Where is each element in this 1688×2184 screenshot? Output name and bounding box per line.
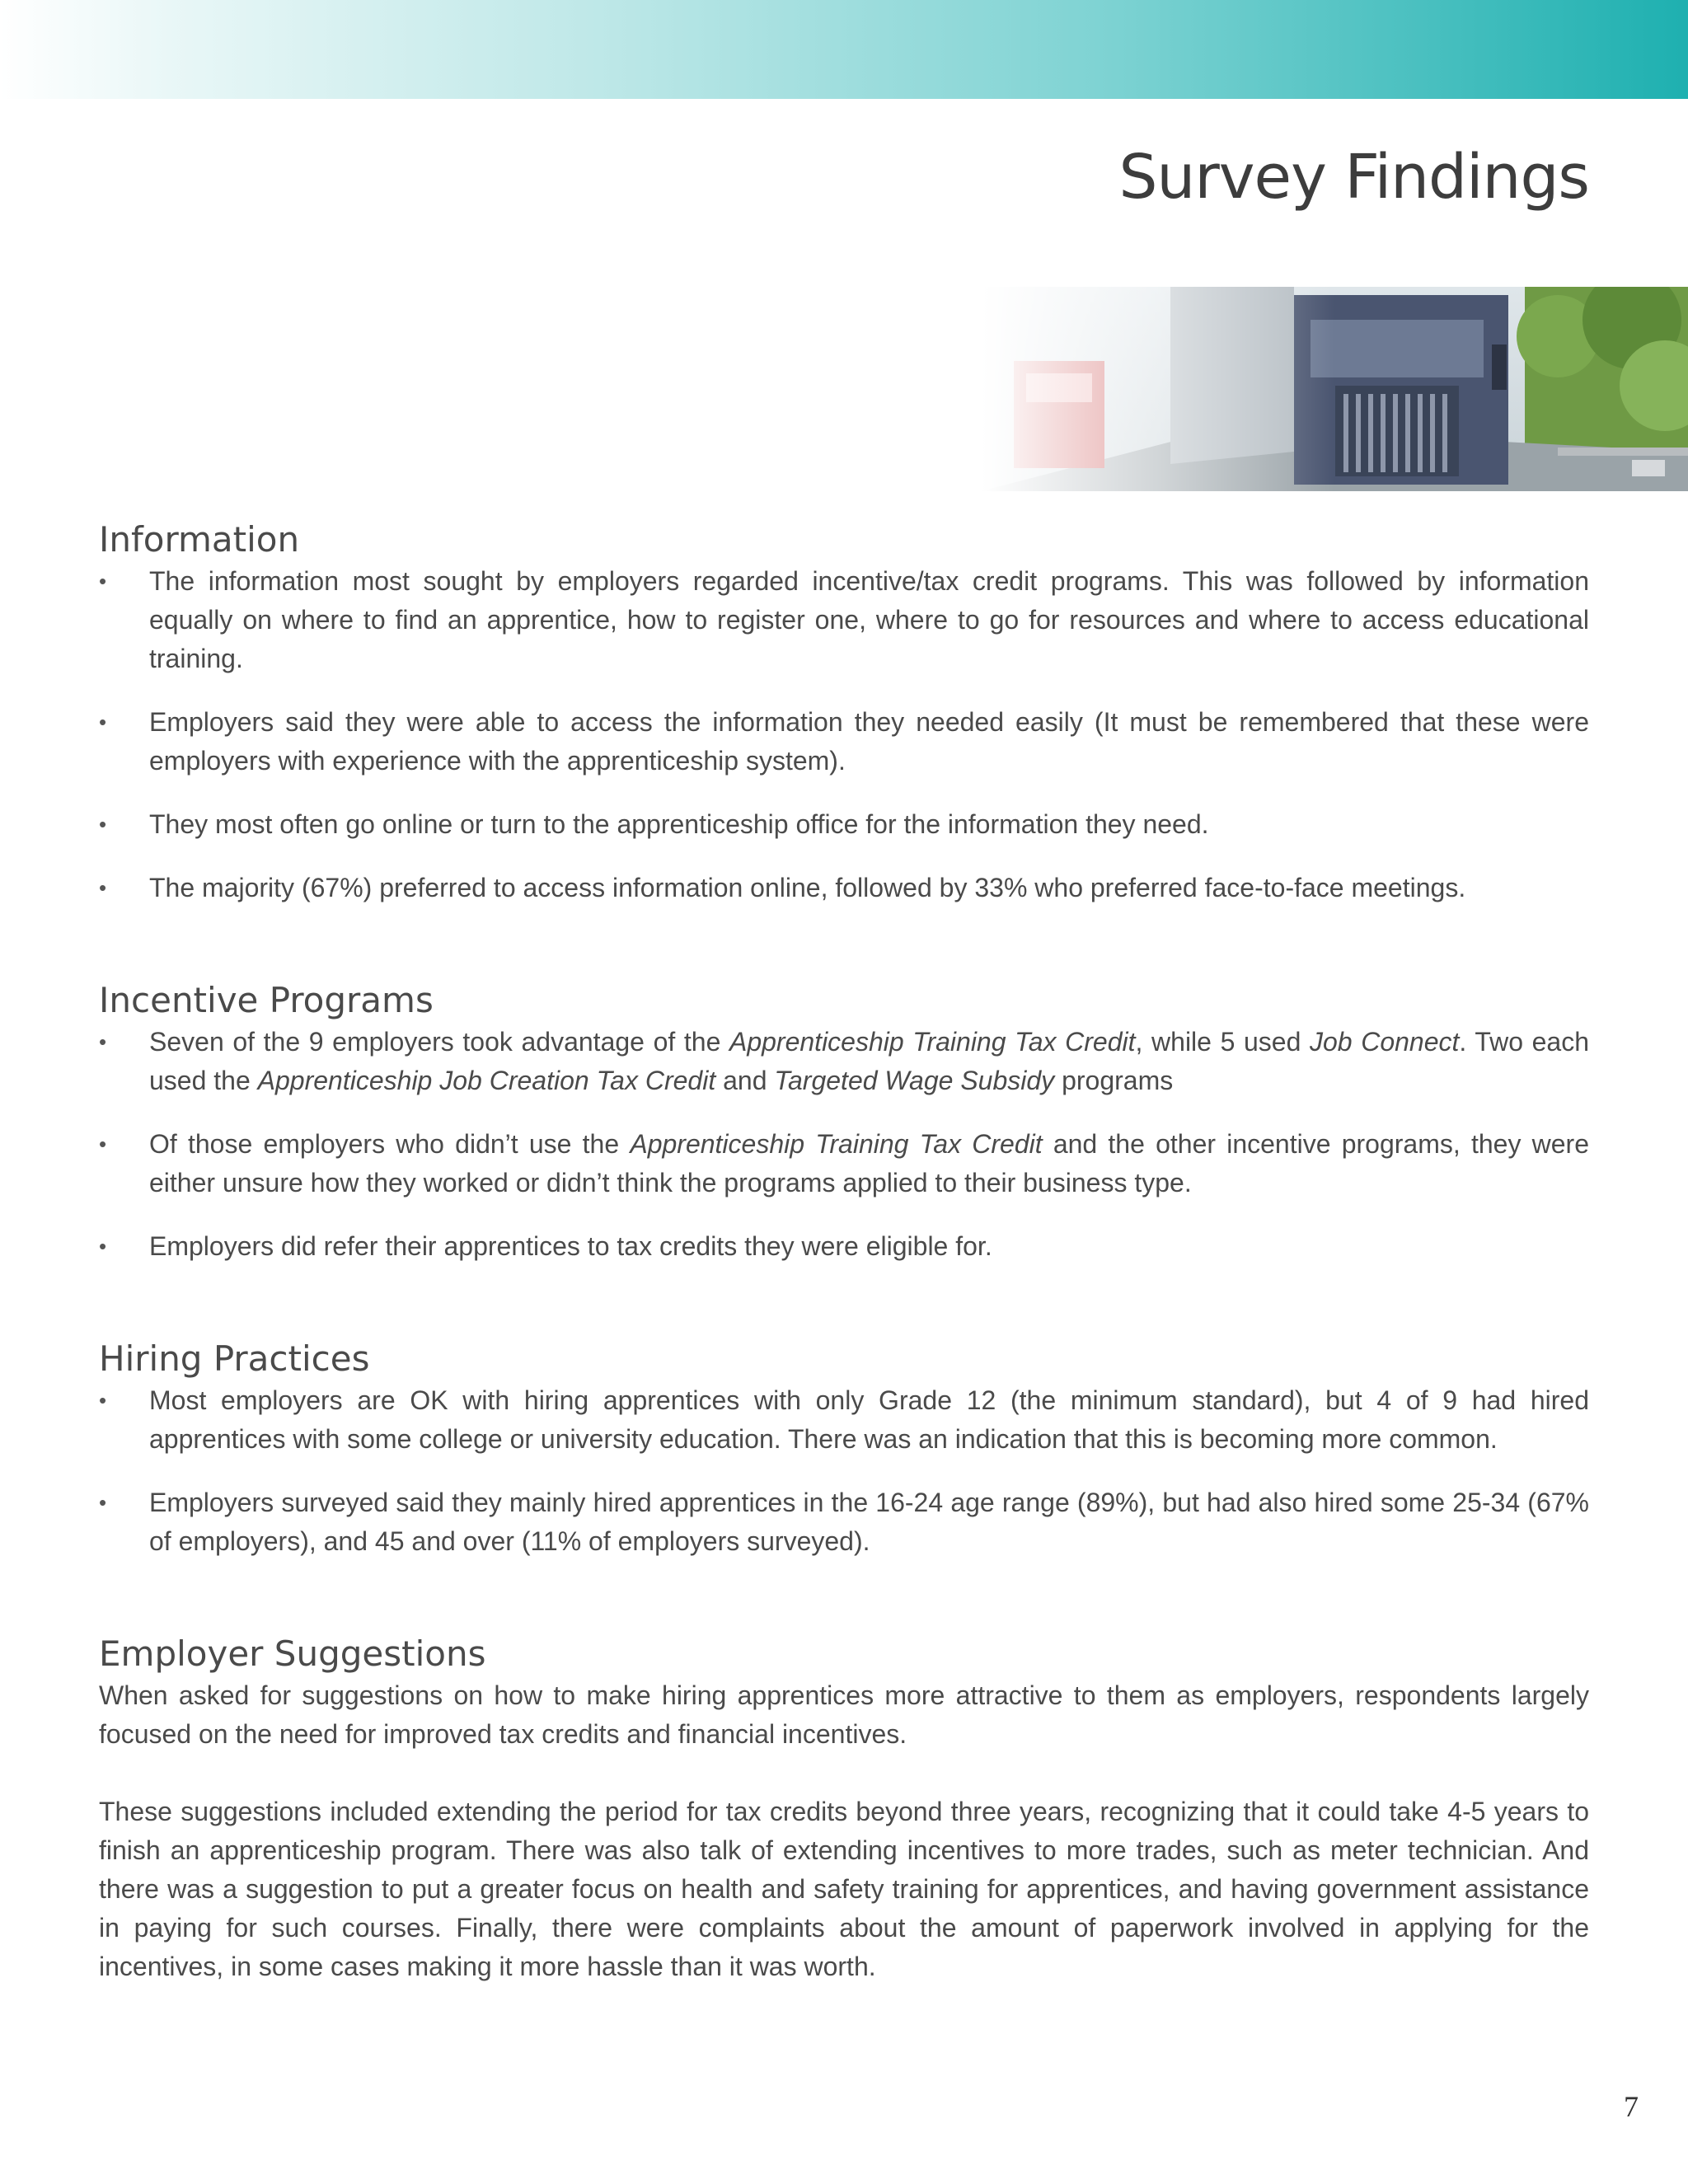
bullet-icon: • xyxy=(99,1132,107,1156)
list-item: • Employers did refer their apprentices to tax credits they were eligible for. xyxy=(99,1227,1589,1266)
bullet-icon: • xyxy=(99,1234,107,1258)
paragraph: When asked for suggestions on how to make hiring apprentices more attractive to them as employers, respondents largely focused on the need for improved tax credits and financial incentives. xyxy=(99,1680,1589,1749)
bullet-list xyxy=(99,1023,1589,1266)
bullet-list xyxy=(99,1381,1589,1561)
paragraph: These suggestions included extending the period for tax credits beyond three years, recognizing that it could take 4-5 years to finish an apprenticeship program. There was also talk of extending incentives to more trades, such as meter technician. And there was a suggestion to put a greater focus on health and safety training for apprentices, and having government assistance in paying for such courses. Finally, there were complaints about the amount of paperwork involved in applying for the incentives, in some cases making it more hassle than it was worth. xyxy=(99,1797,1589,1981)
list-item: • Employers said they were able to access the information they needed easily (It must be remembered that these were employers with experience with the apprenticeship system). xyxy=(99,703,1589,780)
section-heading: Hiring Practices xyxy=(99,1338,370,1379)
section-heading: Employer Suggestions xyxy=(99,1633,486,1674)
bullet-icon: • xyxy=(99,710,107,734)
bullet-icon: • xyxy=(99,1388,107,1413)
list-item: • Employers surveyed said they mainly hired apprentices in the 16-24 age range (89%), but had also hired some 25-34 (67% of employers), and 45 and over (11% of employers surveyed). xyxy=(99,1483,1589,1561)
list-item: • Seven of the 9 employers took advantage of the Apprenticeship Training Tax Credit, while 5 used Job Connect. Two each used the Apprenticeship Job Creation Tax Credit and Targeted Wage Subsidy programs xyxy=(99,1023,1589,1100)
header-gradient-bar xyxy=(0,0,1688,99)
list-item: • The information most sought by employers regarded incentive/tax credit programs. This was followed by information equally on where to find an apprentice, how to register one, where to go for resources and where to access educational training. xyxy=(99,562,1589,678)
bullet-list xyxy=(99,562,1589,907)
section-incentive-programs xyxy=(99,978,1589,1266)
bullet-icon: • xyxy=(99,569,107,593)
bullet-icon: • xyxy=(99,1490,107,1515)
trucks-photo xyxy=(981,287,1688,491)
bullet-icon: • xyxy=(99,1029,107,1054)
page-title: Survey Findings xyxy=(1118,142,1589,213)
list-item: • They most often go online or turn to the apprenticeship office for the information they need. xyxy=(99,805,1589,844)
list-item: • The majority (67%) preferred to access information online, followed by 33% who preferred face-to-face meetings. xyxy=(99,869,1589,907)
list-item: • Most employers are OK with hiring apprentices with only Grade 12 (the minimum standard), but 4 of 9 had hired apprentices with some college or university education. There was an indication that this is becoming more common. xyxy=(99,1381,1589,1459)
section-employer-suggestions xyxy=(99,1632,1589,1986)
trucks-photo-icon xyxy=(981,287,1688,491)
page-number: 7 xyxy=(1624,2090,1639,2123)
section-hiring-practices xyxy=(99,1337,1589,1561)
section-heading: Information xyxy=(99,519,300,560)
bullet-icon: • xyxy=(99,875,107,900)
list-item: • Of those employers who didn’t use the Apprenticeship Training Tax Credit and the other incentive programs, they were either unsure how they worked or didn’t think the programs applied to their business type. xyxy=(99,1125,1589,1202)
bullet-icon: • xyxy=(99,812,107,837)
section-heading: Incentive Programs xyxy=(99,980,434,1020)
section-information xyxy=(99,518,1589,907)
main-content xyxy=(99,518,1589,1986)
